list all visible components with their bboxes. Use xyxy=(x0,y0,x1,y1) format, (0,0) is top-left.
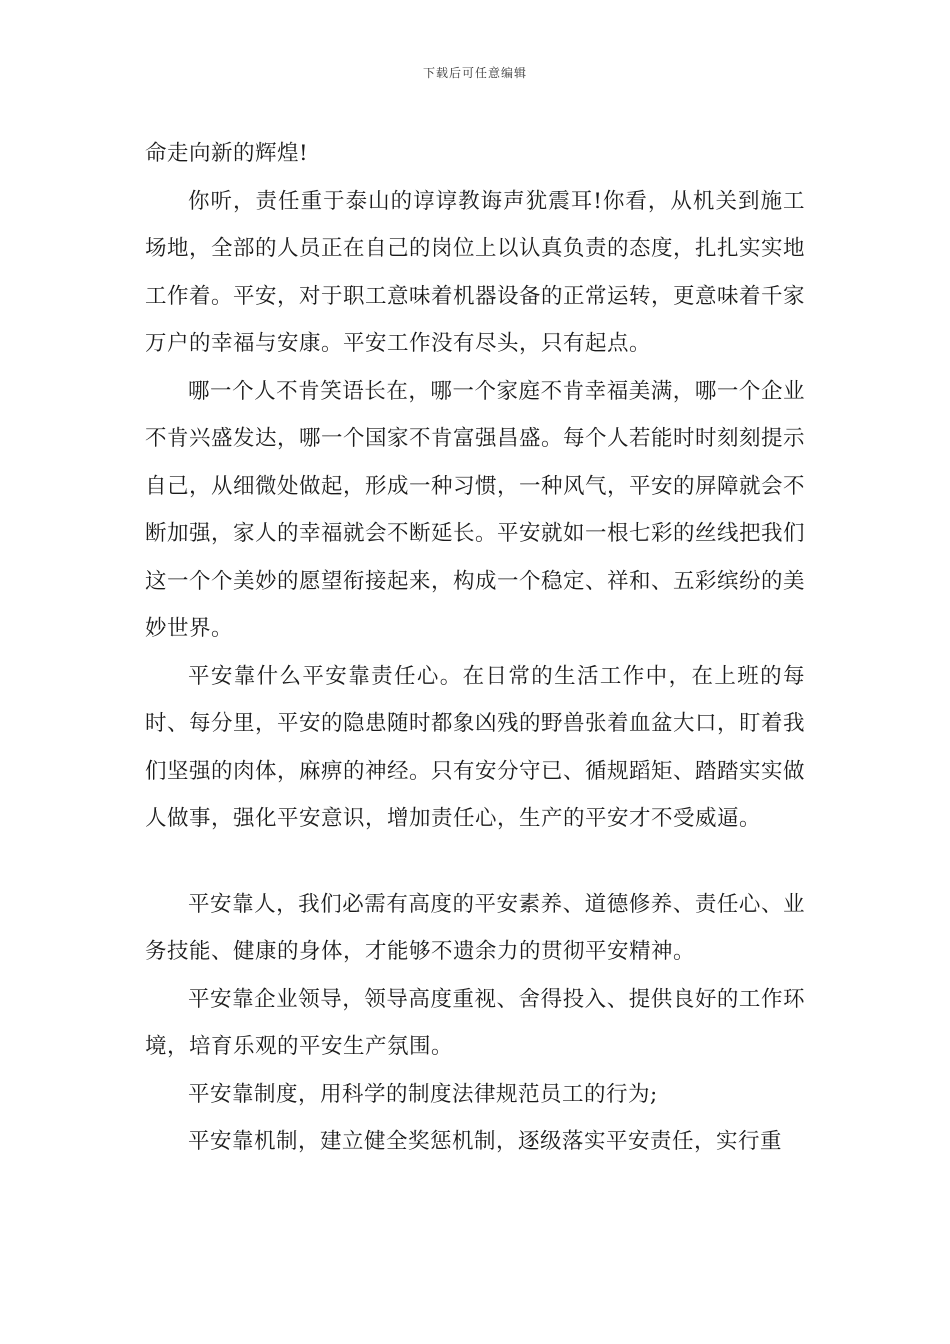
paragraph-happiness: 哪一个人不肯笑语长在，哪一个家庭不肯幸福美满，哪一个企业不肯兴盛发达，哪一个国家不肯富强昌盛。每个人若能时时刻刻提示自己，从细微处做起，形成一种习惯，一种风气，平安的屏障就会不断加强，家人的幸福就会不断延长。平安就如一根七彩的丝线把我们这一个个美妙的愿望衔接起来，构成一个稳定、祥和、五彩缤纷的美妙世界。 xyxy=(145,378,806,641)
paragraph-safety-system: 平安靠制度，用科学的制度法律规范员工的行为; xyxy=(188,1081,658,1107)
paragraph-safety-leadership: 平安靠企业领导，领导高度重视、舍得投入、提供良好的工作环境，培育乐观的平安生产氛围。 xyxy=(145,986,805,1059)
paragraph-continuation: 命走向新的辉煌! xyxy=(145,141,309,166)
document-body xyxy=(145,130,805,1166)
paragraph-safety-mechanism: 平安靠机制，建立健全奖惩机制，逐级落实平安责任，实行重 xyxy=(188,1129,783,1154)
paragraph-responsibility: 你听，责任重于泰山的谆谆教诲声犹震耳!你看，从机关到施工场地，全部的人员正在自己的岗位上以认真负责的态度，扎扎实实地工作着。平安，对于职工意味着机器设备的正常运转，更意味着千家万户的幸福与安康。平安工作没有尽头，只有起点。 xyxy=(145,188,806,356)
paragraph-safety-responsibility: 平安靠什么平安靠责任心。在日常的生活工作中，在上班的每时、每分里，平安的隐患随时都象凶残的野兽张着血盆大口，盯着我们坚强的肉体，麻痹的神经。只有安分守已、循规蹈矩、踏踏实实做人做事，强化平安意识，增加责任心，生产的平安才不受威逼。 xyxy=(145,663,806,831)
paragraph-safety-people: 平安靠人，我们必需有高度的平安素养、道德修养、责任心、业务技能、健康的身体，才能够不遗余力的贯彻平安精神。 xyxy=(145,891,805,964)
paragraph-gap xyxy=(145,843,805,881)
page-header: 下载后可任意编辑 xyxy=(422,66,527,80)
